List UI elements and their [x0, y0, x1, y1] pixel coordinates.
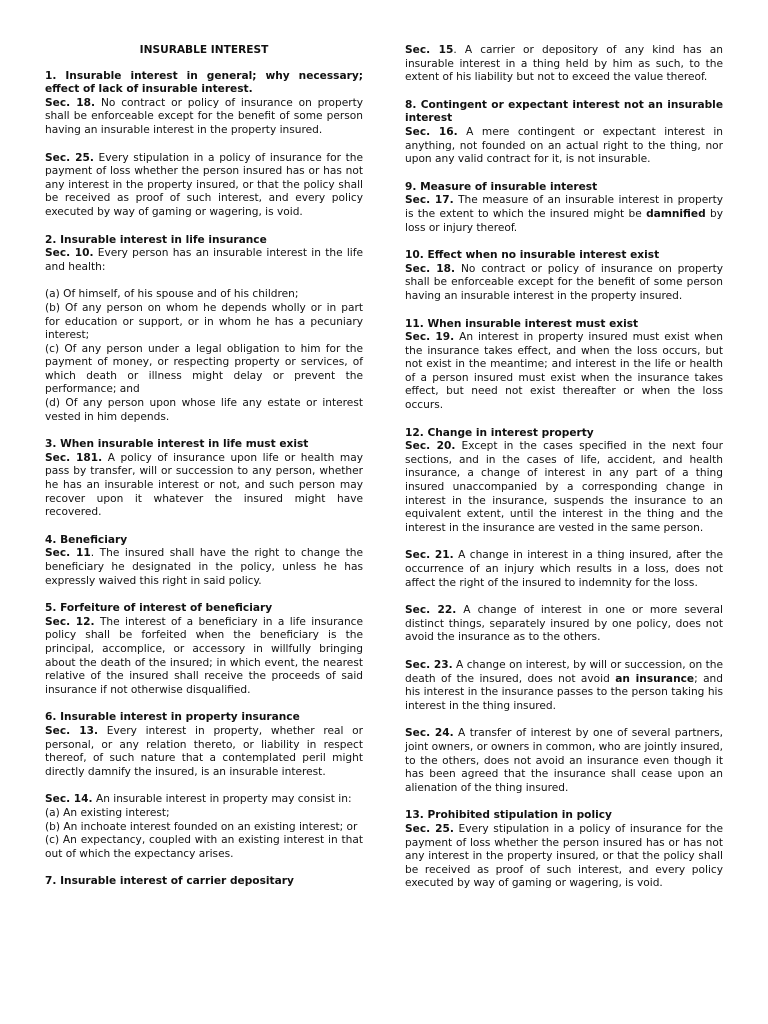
section-text: Except in the cases specified in the next four sections, and in the cases of life, accident, and health insurance, a change of interest in any part of a thing insured unaccompanied by a corresponding change in interest in the insurance, suspends the insurance to an equivalent extent, until the interest in the thing and the interest in the insurance are vested in the same person.	[405, 440, 723, 534]
section-text: No contract or policy of insurance on property shall be enforceable except for the benefit of some person having an insurable interest in the property insured.	[45, 96, 363, 136]
section-ref: Sec. 20.	[405, 440, 456, 453]
section-ref: Sec. 16.	[405, 125, 458, 138]
section-text: ; and his interest in the insurance passes to the person taking his interest in the thing insured.	[405, 672, 723, 712]
section-ref: Sec. 13.	[45, 724, 98, 737]
section-text: No contract or policy of insurance on property shall be enforceable except for the benefit of some person having an insurable interest in the property insured.	[405, 262, 723, 302]
section-text: Every stipulation in a policy of insurance for the payment of loss whether the person insured has or has not any interest in the property insured, or that the policy shall be received as proof of such interest, and every policy executed by way of gaming or wagering, is void.	[45, 151, 363, 218]
section-ref: Sec. 24.	[405, 727, 454, 740]
section-ref: Sec. 10.	[45, 247, 94, 260]
section-text: . A carrier or depository of any kind has an insurable interest in a thing held by him as such, to the extent of his liability but not to exceed the value thereof.	[405, 44, 723, 84]
section-19-paragraph	[405, 331, 723, 413]
section-text: Every stipulation in a policy of insurance for the payment of loss whether the person insured has or has not any interest in the property insured, or that the policy shall be received as proof of such interest, and every policy executed by way of gaming or wagering, is void.	[405, 822, 723, 890]
left-column	[45, 44, 363, 889]
section-22-paragraph	[405, 604, 723, 645]
section-text: The interest of a beneficiary in a life insurance policy shall be forfeited when the beneficiary is the principal, accomplice, or accessory in willfully bringing about the death of the insured; in which event, the nearest relative of the insured shall receive the proceeds of said insurance if not otherwise disqualified.	[45, 615, 363, 696]
section-ref: Sec. 14.	[45, 793, 93, 806]
section-17-paragraph	[405, 194, 723, 235]
document-title: INSURABLE INTEREST	[139, 44, 269, 56]
section-25-paragraph	[45, 152, 363, 220]
section-text: A change of interest in one or more several distinct things, separately insured by one policy, does not avoid the insurance as to the others.	[405, 604, 723, 644]
list-item: (c) An expectancy, coupled with an existing interest in that out of which the expectancy arises.	[45, 834, 363, 860]
list-item: (c) Of any person under a legal obligation to him for the payment of money, or respecting property or services, of which death or illness might delay or prevent the performance; and	[45, 342, 363, 396]
section-ref: Sec. 25.	[45, 151, 94, 164]
section-ref: Sec. 18.	[45, 96, 96, 109]
section-ref: Sec. 25.	[405, 822, 454, 835]
section-20-paragraph	[405, 440, 723, 535]
heading-insurable-interest-general: 1. Insurable interest in general; why necessary; effect of lack of insurable interest.	[45, 69, 363, 96]
section-text: The measure of an insurable interest in property is the extent to which the insured might be	[405, 194, 723, 220]
heading-no-interest-effect: 10. Effect when no insurable interest exist	[405, 249, 660, 262]
heading-prohibited-stipulation: 13. Prohibited stipulation in policy	[405, 809, 612, 822]
section-text: Every person has an insurable interest in the life and health:	[45, 247, 363, 273]
right-column	[405, 44, 723, 905]
section-23-paragraph	[405, 659, 723, 713]
section-ref: Sec. 17.	[405, 194, 454, 207]
section-ref: Sec. 15	[405, 44, 454, 56]
section-ref: Sec. 181.	[45, 451, 103, 464]
section-18-paragraph	[45, 97, 363, 138]
section-text: A change in interest in a thing insured, after the occurrence of an injury which results in a loss, does not affect the right of the insured to indemnity for the loss.	[405, 549, 723, 589]
list-item: (a) An existing interest;	[45, 806, 170, 819]
section-text: An insurable interest in property may consist in:	[92, 793, 352, 806]
heading-life-insurance: 2. Insurable interest in life insurance	[45, 233, 267, 246]
section-13-paragraph	[45, 725, 363, 779]
section-21-paragraph	[405, 549, 723, 590]
section-text: An interest in property insured must exist when the insurance takes effect, and when the loss occurs, but not exist in the meantime; and interest in the life or health of a person insured must exist when the insurance takes effect, but need not exist thereafter or when the loss occurs.	[405, 331, 723, 412]
list-item: (d) Of any person upon whose life any estate or interest vested in him depends.	[45, 397, 363, 423]
section-text: by loss or injury thereof.	[405, 207, 723, 234]
section-text: A mere contingent or expectant interest in anything, not founded on an actual right to the thing, nor upon any valid contract for it, is not insurable.	[405, 125, 723, 166]
section-ref: Sec. 21.	[405, 549, 454, 562]
section-ref: Sec. 12.	[45, 615, 95, 628]
heading-when-life-interest-exist: 3. When insurable interest in life must exist	[45, 438, 309, 451]
heading-measure: 9. Measure of insurable interest	[405, 180, 598, 193]
section-18-paragraph	[405, 263, 723, 304]
section-text: A transfer of interest by one of several partners, joint owners, or owners in common, who are jointly insured, to the others, does not avoid an insurance even though it has been agreed that the insurance shall cease upon an alienation of the thing insured.	[405, 727, 723, 794]
section-15-paragraph	[405, 44, 723, 85]
section-ref: Sec. 11	[45, 547, 91, 560]
section-text: A policy of insurance upon life or health may pass by transfer, will or succession to any person, whether he has an insurable interest or not, and such person may recover upon it whatever the insured might have recovered.	[45, 451, 363, 519]
section-text: Every interest in property, whether real or personal, or any relation thereto, or liability in respect thereof, of such nature that a contemplated peril might directly damnify the insured, is an insurable interest.	[45, 724, 364, 778]
heading-when-interest-exist: 11. When insurable interest must exist	[405, 317, 639, 330]
heading-carrier-depositary: 7. Insurable interest of carrier depositary	[45, 875, 294, 888]
emphasis-text: damnified	[646, 207, 706, 220]
heading-forfeiture: 5. Forfeiture of interest of beneficiary	[45, 602, 273, 615]
section-181-paragraph	[45, 452, 363, 520]
section-ref: Sec. 23.	[405, 658, 453, 671]
heading-change-interest: 12. Change in interest property	[405, 426, 594, 439]
section-16-paragraph	[405, 126, 723, 167]
section-10-paragraph	[45, 247, 363, 274]
section-ref: Sec. 19.	[405, 331, 455, 344]
section-text: A change on interest, by will or succession, on the death of the insured, does not avoid	[405, 658, 724, 685]
section-11-paragraph	[45, 547, 363, 588]
heading-property-insurance: 6. Insurable interest in property insurance	[45, 711, 300, 724]
heading-beneficiary: 4. Beneficiary	[45, 533, 128, 546]
list-item: (a) Of himself, of his spouse and of his children;	[45, 288, 299, 301]
list-item: (b) An inchoate interest founded on an existing interest; or	[45, 820, 358, 833]
section-ref: Sec. 18.	[405, 262, 456, 275]
section-24-paragraph	[405, 727, 723, 795]
list-item: (b) Of any person on whom he depends wholly or in part for education or support, or in whom he has a pecuniary interest;	[45, 301, 363, 342]
emphasis-text: an insurance	[615, 672, 695, 685]
section-14-paragraph	[45, 793, 363, 807]
section-12-paragraph	[45, 616, 363, 698]
heading-contingent-interest: 8. Contingent or expectant interest not an insurable interest	[405, 98, 723, 125]
section-ref: Sec. 22.	[405, 604, 457, 617]
section-25-paragraph	[405, 823, 723, 891]
section-text: . The insured shall have the right to change the beneficiary he designated in the policy, unless he has expressly waived this right in said policy.	[45, 547, 363, 587]
